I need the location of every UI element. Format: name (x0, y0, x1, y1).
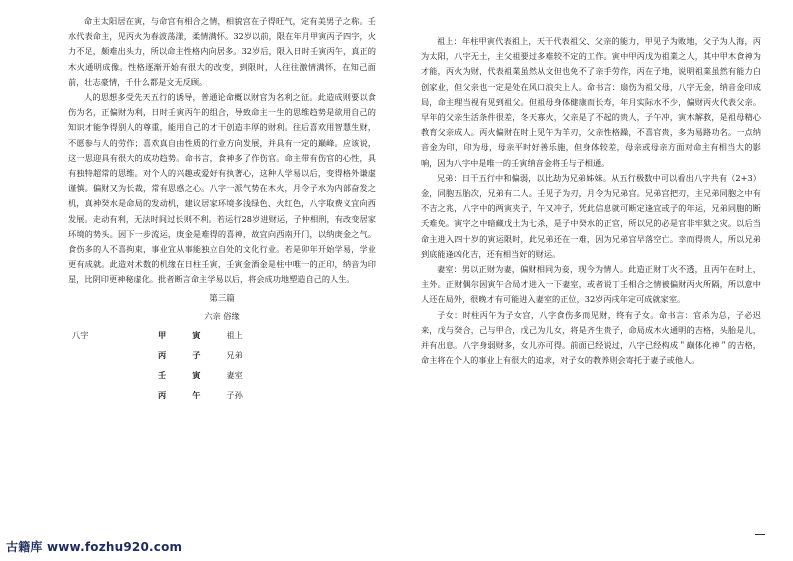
chapter-title: 第三篇 (209, 293, 235, 304)
paragraph-thinking: 人的思想多受先天五行的诱导，普通论命概以财官为名利之征。此造成则要以食伤为名，正偏财为利，日时壬寅丙午的组合，导致命主一生的思维趋势是欲用自己的知识才能争得别人的尊重，能用自己的才干创造丰厚的财利。往后喜欢用智慧生财，不愿参与人的劳作；喜欢真自由性质的行业方向发展，并具有一定的巅峰。应该说，这一思迎具有很大的成功趋势。命书言，食神多了作伤官。命主带有伤官的心性，具有独特超常的思维。对个人的兴趣或爱好有执著心，这种人学易以后，变得格外谦虚谨慎。偏财又为长裁，常有思惑之心。八字一派气势在木火，月令子水为内部奋发之机，真神癸水是命局的发动机，建议居家环境多浅绿色、火红色，八字取费义宜向西发展。走动有利，无法时间过长则不利。若运行28岁进财运，子仲相刑，有改变居家环境的势头。因下一步流运，庚金是难得的喜神，故宜向西南开门，以纳庚金之气。食伤多的人不喜拘束，事业宜从事能独立自处的文化行业。若是卯年开始学易，学业更有成就。此造对术数的机缘在日柱壬寅，壬寅金酒金是柱中唯一的正印，纳音为印星，比阴印更神秘虚化。批者断言命主学易以后，将会成功地塑造自己的人生。 (68, 92, 376, 285)
bazi-row-year (158, 328, 269, 348)
page-mark (755, 534, 765, 535)
bazi-stem: 丙 (158, 390, 167, 401)
paragraph-siblings: 兄弟：日干五行中和偏弱，以比劫为兄弟姊妹。从五行极数中可以看出八字共有（2+3）金，同胞五胎次，兄弟有二人。壬见子为刃，月令为兄弟宫。兄弟宫把刃，主兄弟同胞之中有不吉之兆，八字中的两寅夹子，午又冲子，凭此信息就可断定逢宜或子的年运，兄弟同胞的断夭难免。寅字之中暗藏戊土为七杀，是子中癸水的正官，所以兄的必是官非牢狱之灾。以后当命主进入四十岁的寅运限时，此兄弟还在一难，因为兄弟宫早落空亡。幸而得贵人，所以兄弟到底能逢凶化吉，还有相当好的财运。 (421, 172, 761, 259)
paragraph-ancestors: 祖上：年柱甲寅代表祖上，天干代表祖父、父亲的能力，甲见子为败地，父子为人海，丙为太阳，八字无土，主父祖要过多难较不定的工作。寅中甲丙戊为祖業之人，其中甲木食神为才能，丙火为财，代表祖業虽然从文但也免不了亲手劳作，丙在子地，说明祖業虽然有能力白创家业，但父亲也一定是处在风口浪尖上人。命书言：扇伤为祖父母，八字无金，纳音金印成局，命主理当视有见到祖父。但祖母身体健康而长寿，年月实际水不少，偏财丙火代表父亲。早年的父亲生活条件很差，冬天寡火，父亲是了不起的贵人，子午冲，寅木解救，是祖母精心教育父亲成人。丙火偏财在时上见午为羊刃，父亲性格躁，不喜官贵，多为易路功名。一点纳音金为印，印为母，母亲平时好善乐施，但身体较差，母亲或母亲方面对命主有相当大的影响，因为八字中是唯一的壬寅纳音金将壬与子相通。 (421, 36, 761, 168)
site-watermark: 古籍库 www.fozhu920.com (6, 540, 183, 554)
left-page (0, 0, 396, 561)
bazi-branch: 寅 (192, 370, 201, 381)
paragraph-children: 子女：时柱丙午为子女宫，八字食伤多而见财，终有子女。命书言：官杀为总，子必迟来，戊与癸合，己与甲合，戊己为儿女，将是齐生贵子，命局成木火通明的吉格，头胎是儿，并有出息。八字身弱财多，女儿亦可得。前面已经说过，八字已经构成＂巅体化神＂的吉格，命主将在个人的事业上有很大的追求，对子女的教养则会寄托于妻子或他人。 (421, 309, 761, 366)
left-text-column (68, 14, 376, 412)
paragraph-character: 命主太阳居在寅，与命宫有相合之情，相貌宫在子得旺气，定有美男子之称。壬水代表命主，见丙火为春波荡漾，柔情满怀。32岁以前，限在年月甲寅丙子四字，火力不足，颇难出头力，所以命主性格内向居多。32岁后，限入日时壬寅丙午，真正的木火通明成像。性格逐渐开始有很大的改变，到限时，人往往激情满怀，在知己面前，壮志豪情，千什么都是文无反顾。 (68, 16, 376, 87)
section-title: 六亲 俗缘 (204, 310, 240, 321)
right-page (397, 0, 793, 561)
right-text-column (421, 34, 761, 368)
bazi-row-day (158, 368, 269, 388)
bazi-relation: 祖上 (226, 330, 243, 341)
bazi-relation: 兄弟 (226, 350, 243, 361)
bazi-stem: 壬 (158, 370, 167, 381)
bazi-stem: 甲 (158, 330, 167, 341)
bazi-row-hour (158, 388, 269, 408)
bazi-stem: 丙 (158, 350, 167, 361)
bazi-branch: 子 (192, 350, 201, 361)
bazi-relation: 子孙 (226, 390, 243, 401)
bazi-table (158, 328, 269, 408)
bazi-relation: 妻室 (226, 370, 243, 381)
bazi-chart (68, 328, 376, 412)
bazi-branch: 午 (192, 390, 201, 401)
bazi-row-month (158, 348, 269, 368)
paragraph-spouse: 妻室：男以正财为妻，偏财相同为妾，现今为情人。此造正财丁火不透，且丙午在时上，主外。正财偶尔因寅午合局才进入一下妻室，或者说丁壬相合之情被偏财丙火所隔，所以意中人还在局外，很晚才有可能进入妻室的正位，32岁丙戌年定可成就家室。 (421, 264, 761, 305)
bazi-label: 八字 (72, 330, 89, 341)
bazi-branch: 寅 (192, 330, 201, 341)
